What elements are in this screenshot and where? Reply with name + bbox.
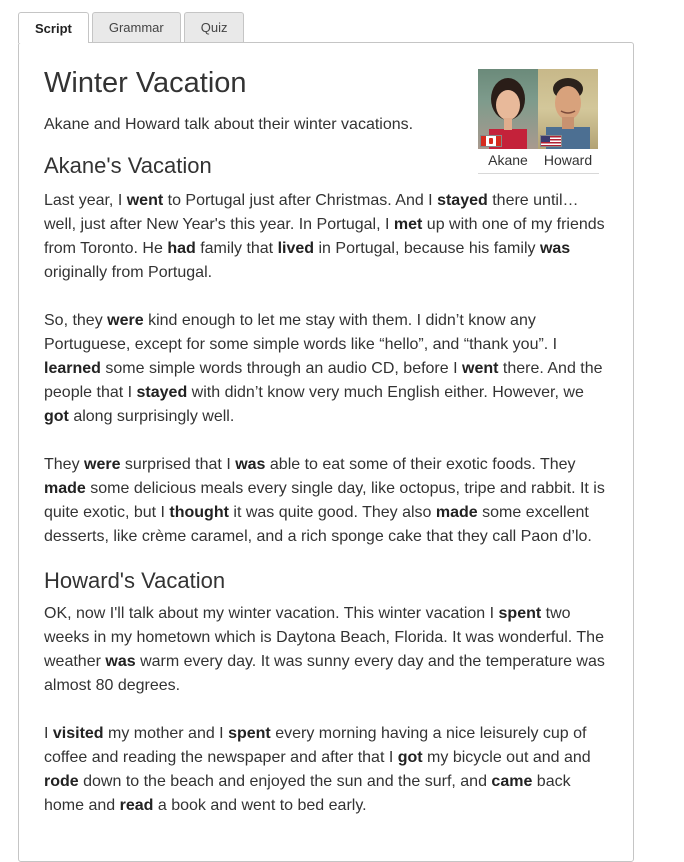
section-heading-akane: Akane's Vacation — [44, 153, 212, 178]
highlighted-verb: made — [44, 480, 86, 497]
highlighted-verb: was — [235, 456, 266, 473]
paragraph: I visited my mother and I spent every morning having a nice leisurely cup of coffee and reading the newspaper and after that I got my bicycle out and and rode down to the beach and enjoyed the sun and the surf, and came back home and read a book and went to bed early. — [44, 725, 591, 814]
speaker-name-akane: Akane — [488, 152, 528, 168]
highlighted-verb: went — [126, 192, 164, 209]
paragraph: OK, now I'll talk about my winter vacation. This winter vacation I spent two weeks in my hometown which is Daytona Beach, Florida. It was wonderful. The weather was warm every day. It was sunny every day and the temperature was almost 80 degrees. — [44, 605, 605, 694]
highlighted-verb: made — [435, 504, 478, 521]
highlighted-verb: was — [539, 240, 571, 257]
highlighted-verb: was — [105, 653, 136, 670]
script-content — [44, 63, 608, 818]
highlighted-verb: were — [84, 456, 121, 473]
highlighted-verb: had — [167, 240, 196, 257]
highlighted-verb: read — [119, 797, 154, 814]
paragraph: So, they were kind enough to let me stay with them. I didn’t know any Portuguese, except for some simple words like “hello”, and “thank you”. I learned some simple words through an audio CD, before I went there. And the people that I stayed with didn’t know very much English either. However, we got along surprisingly well. — [44, 312, 603, 425]
highlighted-verb: went — [462, 360, 499, 377]
highlighted-verb: rode — [44, 773, 79, 790]
highlighted-verb: got — [397, 749, 423, 766]
highlighted-verb: spent — [228, 725, 271, 742]
highlighted-verb: lived — [277, 240, 315, 257]
tab-script[interactable]: Script — [18, 12, 89, 43]
speaker-name-howard: Howard — [543, 152, 593, 168]
highlighted-verb: stayed — [136, 384, 188, 401]
highlighted-verb: spent — [498, 605, 542, 622]
page-title: Winter Vacation — [44, 67, 247, 99]
intro-text: Akane and Howard talk about their winter vacations. — [44, 116, 414, 133]
tab-bar — [18, 12, 244, 43]
highlighted-verb: came — [491, 773, 533, 790]
highlighted-verb: learned — [44, 360, 101, 377]
tab-quiz[interactable]: Quiz — [184, 12, 245, 42]
highlighted-verb: thought — [169, 504, 229, 521]
paragraph: Last year, I went to Portugal just after Christmas. And I stayed there until… well, just after New Year's this year. In Portugal, I met up with one of my friends from Toronto. He had family that lived in Portugal, because his family was originally from Portugal. — [44, 192, 605, 281]
highlighted-verb: visited — [52, 725, 104, 742]
highlighted-verb: stayed — [437, 192, 488, 209]
tab-grammar[interactable]: Grammar — [92, 12, 181, 42]
highlighted-verb: were — [107, 312, 144, 329]
script-panel — [18, 42, 634, 862]
paragraph: They were surprised that I was able to eat some of their exotic foods. They made some delicious meals every single day, like octopus, tripe and rabbit. It is quite exotic, but I thought it was quite good. They also made some excellent desserts, like crème caramel, and a rich sponge cake that they call Paon d’lo. — [44, 456, 605, 545]
section-heading-howard: Howard's Vacation — [44, 568, 226, 593]
highlighted-verb: met — [393, 216, 423, 233]
highlighted-verb: got — [44, 408, 69, 425]
